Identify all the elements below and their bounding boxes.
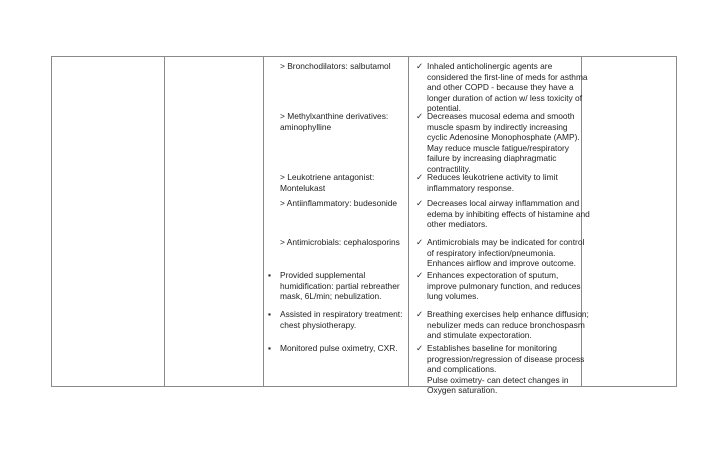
intervention-item bbox=[268, 343, 415, 354]
check-icon: ✓ bbox=[416, 343, 424, 353]
check-icon: ✓ bbox=[416, 172, 424, 182]
intervention-item: > Antiinflammatory: budesonide bbox=[280, 198, 398, 208]
check-icon: ✓ bbox=[416, 270, 424, 280]
check-icon: ✓ bbox=[416, 61, 424, 71]
check-icon: ✓ bbox=[416, 309, 424, 319]
rationale-text: Breathing exercises help enhance diffusion; nebulizer meds can reduce bronchospasm and stimulate expectoration. bbox=[427, 309, 589, 341]
intervention-item: > Leukotriene antagonist: Montelukast bbox=[280, 172, 375, 193]
rationale-text: Enhances expectoration of sputum, improve pulmonary function, and reduces lung volumes. bbox=[427, 270, 581, 302]
intervention-item: > Antimicrobials: cephalosporins bbox=[280, 237, 400, 247]
intervention-item bbox=[268, 270, 415, 302]
rationale-text: Establishes baseline for monitoring progression/regression of disease process and complications. Pulse oximetry- can detect changes in Oxygen saturation. bbox=[427, 343, 585, 396]
intervention-item: > Bronchodilators: salbutamol bbox=[280, 61, 391, 71]
intervention-text: Provided supplemental humidification: partial rebreather mask, 6L/min; nebulization. bbox=[280, 270, 400, 302]
rationale-item bbox=[416, 237, 590, 269]
intervention-item: > Methylxanthine derivatives: aminophylline bbox=[280, 111, 389, 132]
column-divider bbox=[408, 56, 409, 386]
rationale-item bbox=[416, 270, 590, 302]
bullet-icon: ▪ bbox=[268, 343, 271, 353]
rationale-item bbox=[416, 111, 590, 175]
check-icon: ✓ bbox=[416, 198, 424, 208]
rationale-item bbox=[416, 172, 590, 193]
column-divider bbox=[51, 56, 52, 386]
column-divider bbox=[263, 56, 264, 386]
check-icon: ✓ bbox=[416, 111, 424, 121]
rationale-item bbox=[416, 343, 590, 396]
rationale-item bbox=[416, 309, 590, 341]
table-top-border bbox=[51, 56, 677, 57]
rationale-text: Antimicrobials may be indicated for control of respiratory infection/pneumonia. Enhances airflow and improve outcome. bbox=[427, 237, 585, 269]
bullet-icon: ▪ bbox=[268, 309, 271, 319]
column-divider bbox=[164, 56, 165, 386]
rationale-text: Decreases local airway inflammation and edema by inhibiting effects of histamine and other mediators. bbox=[427, 198, 590, 230]
intervention-text: Assisted in respiratory treatment: chest physiotherapy. bbox=[280, 309, 403, 330]
rationale-text: Decreases mucosal edema and smooth muscle spasm by indirectly increasing cyclic Adenosine Monophosphate (AMP). May reduce muscle fatigue/respiratory failure by increasing diaphragmatic contractility. bbox=[427, 111, 580, 174]
check-icon: ✓ bbox=[416, 237, 424, 247]
rationale-item bbox=[416, 198, 590, 230]
rationale-text: Inhaled anticholinergic agents are considered the first-line of meds for asthma and other COPD - because they have a longer duration of action w/ less toxicity of potential. bbox=[427, 61, 588, 114]
intervention-item bbox=[268, 309, 415, 330]
rationale-text: Reduces leukotriene activity to limit inflammatory response. bbox=[427, 172, 558, 193]
intervention-text: Monitored pulse oximetry, CXR. bbox=[280, 343, 398, 353]
rationale-item bbox=[416, 61, 590, 114]
column-divider bbox=[676, 56, 677, 386]
bullet-icon: ▪ bbox=[268, 270, 271, 280]
